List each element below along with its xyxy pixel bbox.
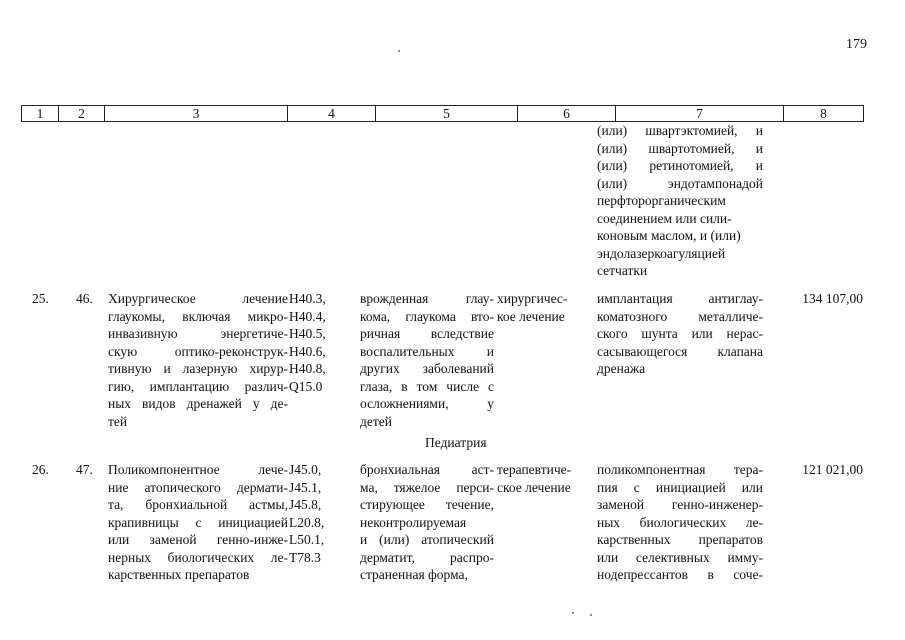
text-line: кое лечение (497, 308, 565, 324)
text-line: кома, глаукома вто- (360, 308, 494, 324)
column-header: 5 (376, 106, 518, 121)
patient-model (360, 290, 494, 430)
text-line: детей (360, 413, 392, 429)
icd-code: H40.8, (289, 361, 326, 376)
page-number: 179 (846, 37, 867, 52)
text-line: заменой генно-инженер- (597, 497, 763, 512)
text-line: ского шунта или нерас- (597, 326, 763, 341)
column-header: 1 (22, 106, 59, 121)
text-line: ных биологических ле- (597, 514, 763, 530)
row-number: 25. (32, 291, 49, 306)
text-line: бронхиальная аст- (360, 462, 494, 477)
icd-codes (289, 290, 326, 395)
icd-code: J45.1, (289, 479, 322, 495)
icd-code: J45.0, (289, 462, 322, 477)
text-line: терапевтиче- (497, 462, 572, 477)
text-line: (или) швартотомией, и (597, 140, 763, 156)
icd-code: H40.4, (289, 308, 326, 324)
text-line: (или) ретинотомией, и (597, 158, 763, 173)
text-line: неконтролируемая (360, 514, 467, 530)
row-number: 26. (32, 462, 49, 477)
text-line: скую оптико-реконструк- (108, 343, 288, 359)
text-line: ние атопического дермати- (108, 479, 288, 495)
text-line: соединением или сили- (597, 210, 732, 226)
text-line: карственных препаратов (597, 532, 763, 547)
treatment-type (497, 290, 567, 325)
scan-speck (572, 612, 574, 614)
text-line: коновым маслом, и (или) (597, 228, 741, 243)
text-line: ма, тяжелое перси- (360, 479, 494, 495)
text-line: та, бронхиальной астмы, (108, 497, 288, 512)
icd-codes (289, 461, 324, 566)
text-line: страненная форма, (360, 567, 468, 582)
icd-code: H40.6, (289, 343, 326, 359)
text-line: других заболеваний (360, 361, 494, 376)
text-line: стирующее течение, (360, 497, 494, 512)
text-line: нерных биологических ле- (108, 549, 288, 565)
icd-code: H40.5, (289, 326, 326, 341)
text-line: врожденная глау- (360, 291, 494, 306)
text-line: имплантация антиглау- (597, 291, 763, 306)
column-header-row (21, 105, 864, 122)
treatment-method (597, 461, 763, 584)
text-line: эндолазеркоагуляцией (597, 245, 726, 261)
text-line: или заменой генно-инже- (108, 532, 288, 547)
text-line: дерматит, распро- (360, 549, 494, 565)
text-line: инвазивную энергетиче- (108, 326, 288, 341)
scan-speck (398, 50, 400, 52)
treatment-method (597, 290, 763, 378)
group-number: 46. (76, 291, 93, 306)
text-line: гию, имплантацию различ- (108, 378, 288, 394)
text-line: крапивницы с инициацией (108, 514, 288, 530)
icd-code: J45.8, (289, 497, 322, 512)
icd-code: T78.3 (289, 549, 321, 565)
text-line: глаза, в том числе с (360, 378, 494, 394)
icd-code: Q15.0 (289, 378, 323, 394)
patient-model (360, 461, 494, 584)
column-header: 6 (518, 106, 616, 121)
column-header: 4 (288, 106, 376, 121)
text-line: Хирургическое лечение (108, 291, 288, 306)
text-line: воспалительных и (360, 343, 494, 359)
standard-cost: 134 107,00 (802, 291, 863, 306)
care-type-name (108, 461, 288, 584)
column-header: 3 (105, 106, 288, 121)
text-line: Поликомпонентное лече- (108, 462, 288, 477)
care-type-name (108, 290, 288, 430)
text-line: дренажа (597, 361, 646, 376)
section-title: Педиатрия (425, 435, 487, 450)
text-line: тей (108, 413, 128, 429)
standard-cost: 121 021,00 (802, 462, 863, 477)
text-line: поликомпонентная тера- (597, 462, 763, 477)
text-line: (или) эндотампонадой (597, 175, 763, 191)
text-line: нодепрессантов в соче- (597, 567, 763, 582)
text-line: хирургичес- (497, 291, 568, 306)
text-line: перфторорганическим (597, 193, 726, 208)
text-line: или селективных имму- (597, 549, 763, 565)
text-line: коматозного металличе- (597, 308, 763, 324)
text-line: (или) швартэктомией, и (597, 123, 763, 138)
text-line: ское лечение (497, 479, 571, 495)
text-line: ных видов дренажей у де- (108, 396, 288, 411)
text-line: осложнениями, у (360, 396, 494, 411)
text-line: и (или) атопический (360, 532, 494, 547)
icd-code: L20.8, (289, 514, 325, 530)
treatment-type (497, 461, 571, 496)
column-header: 7 (616, 106, 784, 121)
text-line: сетчатки (597, 263, 648, 278)
text-line: сасывающегося клапана (597, 343, 763, 359)
group-number: 47. (76, 462, 93, 477)
scan-speck (590, 614, 592, 616)
continuation-col7 (597, 122, 763, 280)
icd-code: H40.3, (289, 291, 326, 306)
text-line: пия с инициацией или (597, 479, 763, 495)
text-line: ричная вследствие (360, 326, 494, 341)
column-header: 8 (820, 106, 827, 121)
text-line: карственных препаратов (108, 567, 250, 582)
column-header: 2 (59, 106, 105, 121)
text-line: тивную и лазерную хирур- (108, 361, 288, 376)
text-line: глаукомы, включая микро- (108, 308, 288, 324)
icd-code: L50.1, (289, 532, 325, 547)
